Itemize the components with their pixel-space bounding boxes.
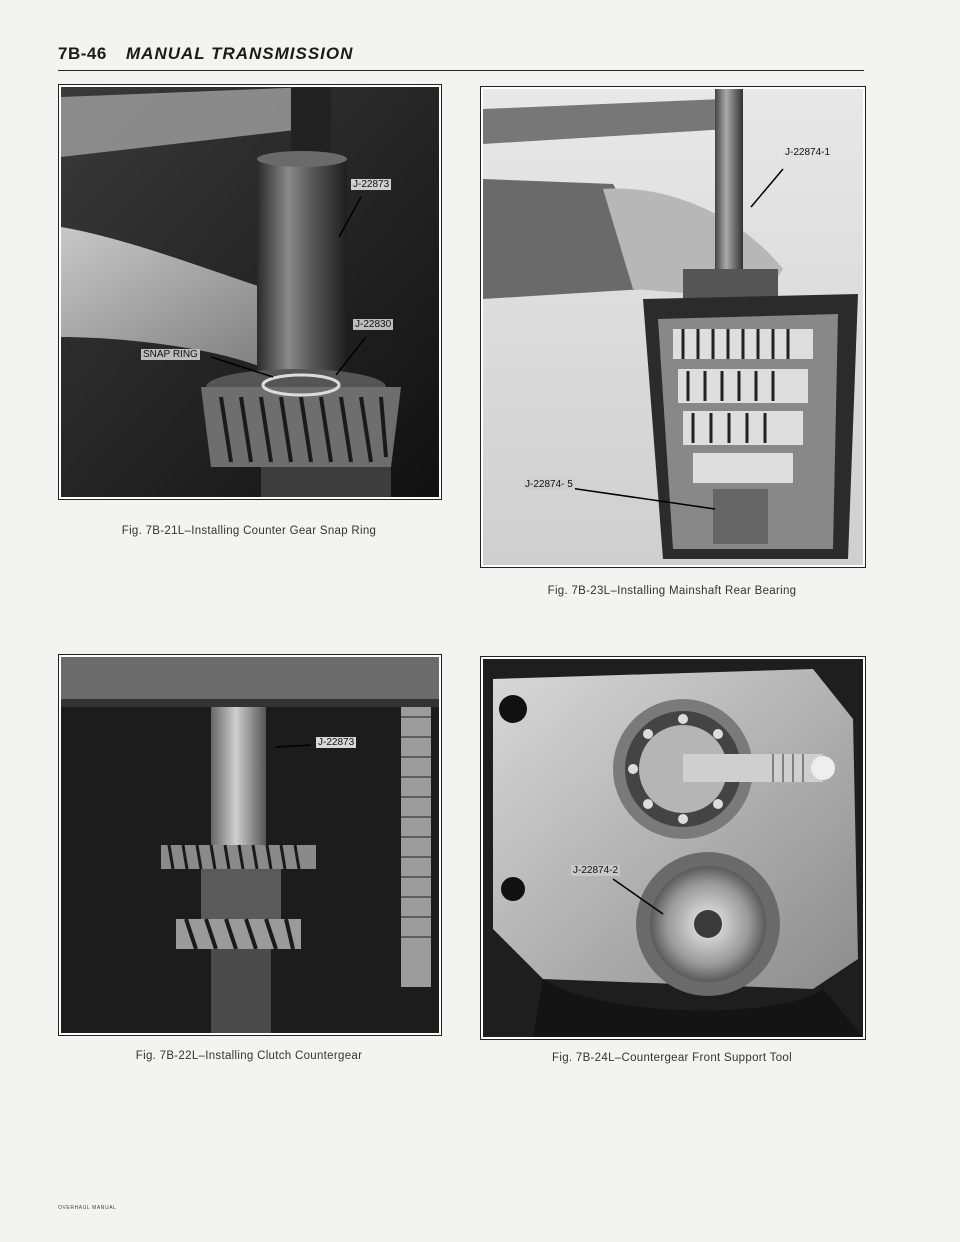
tool-label: J-22873 bbox=[353, 179, 390, 190]
tool-label: J-22874-2 bbox=[573, 865, 619, 876]
section-title: MANUAL TRANSMISSION bbox=[126, 44, 354, 63]
tool-label: J-22830 bbox=[355, 319, 392, 330]
figure-caption: Fig. 7B-23L–Installing Mainshaft Rear Bearing bbox=[547, 585, 797, 597]
figure-clutch-countergear bbox=[58, 654, 442, 1036]
figure-countergear-front-support-tool bbox=[480, 656, 866, 1040]
figure-photo bbox=[483, 659, 863, 1037]
figure-photo bbox=[61, 87, 439, 497]
figure-counter-gear-snap-ring bbox=[58, 84, 442, 500]
figure-mainshaft-rear-bearing bbox=[480, 86, 866, 568]
tool-label: J-22873 bbox=[318, 737, 355, 748]
figure-photo bbox=[61, 657, 439, 1033]
page-footer: OVERHAUL MANUAL bbox=[58, 1205, 117, 1211]
page-number: 7B-46 bbox=[58, 44, 107, 63]
tool-label: J-22874-1 bbox=[785, 147, 831, 158]
figure-caption: Fig. 7B-21L–Installing Counter Gear Snap Ring bbox=[121, 525, 377, 537]
figure-caption: Fig. 7B-24L–Countergear Front Support Tool bbox=[552, 1052, 792, 1064]
figure-photo bbox=[483, 89, 863, 565]
figure-caption: Fig. 7B-22L–Installing Clutch Countergear bbox=[135, 1050, 363, 1062]
part-label: SNAP RING bbox=[143, 349, 198, 360]
page-header bbox=[58, 40, 864, 71]
tool-label: J-22874- 5 bbox=[525, 479, 573, 490]
